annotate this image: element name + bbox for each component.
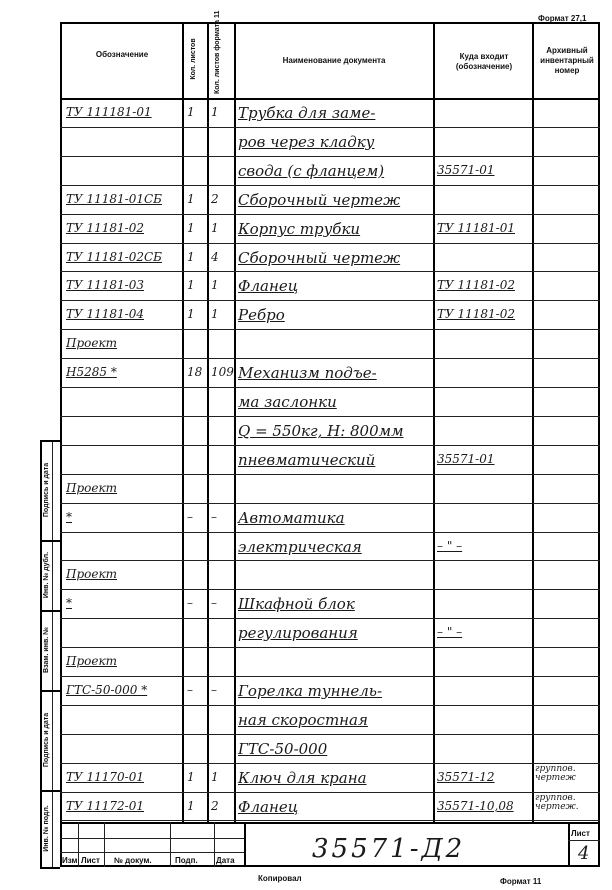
stamp-col [244,822,246,867]
row-where-used: 35571-12 [437,770,495,784]
stamp-col-list: Лист [81,856,100,865]
row-sheets-format: 2 [211,799,219,813]
row-where-used: ТУ 11181-02 [437,307,515,321]
row-divider [60,734,600,735]
row-doc-name: Автоматика [238,509,345,527]
row-divider [60,329,600,330]
row-sheets-format: – [211,596,217,610]
sheet-label: Лист [571,829,590,838]
row-sheets: 1 [187,250,195,264]
side-label: Подпись и дата [43,712,50,768]
format-label-top: Формат 27,1 [538,14,587,23]
stamp-line [60,838,244,839]
row-sheets-format: 1 [211,221,219,235]
row-sheets-format: 4 [211,250,219,264]
row-doc-name: Трубка для заме- [238,104,376,122]
row-note: группов. чертеж. [535,793,579,813]
row-divider [60,647,600,648]
row-divider [60,618,600,619]
row-sheets-format: 109 [211,365,234,379]
row-divider [60,676,600,677]
row-sheets: – [187,510,193,524]
row-sheets: 1 [187,307,195,321]
row-divider [60,214,600,215]
row-divider [60,820,600,821]
row-designation: ТУ 11181-04 [66,307,144,321]
row-divider [60,763,600,764]
stamp-col [214,822,215,867]
row-sheets-format: – [211,510,217,524]
row-doc-name: ма заслонки [238,393,337,411]
row-divider [60,300,600,301]
row-sheets: 18 [187,365,203,379]
row-doc-name: свода (с фланцем) [238,162,385,180]
row-designation: ГТС-50-000 * [66,683,148,697]
document-number: 35571-Д2 [312,834,466,864]
row-divider [60,705,600,706]
row-divider [60,532,600,533]
row-designation: ТУ 11181-01СБ [66,192,162,206]
row-designation: ТУ 11181-02СБ [66,250,162,264]
row-sheets: 1 [187,192,195,206]
row-where-used: 35571-01 [437,163,495,177]
row-doc-name: Сборочный чертеж [238,249,401,267]
row-sheets: 1 [187,221,195,235]
col-line [182,22,184,822]
col-line [234,22,236,822]
row-divider [60,127,600,128]
row-designation: Проект [66,336,118,350]
row-doc-name: Фланец [238,798,299,816]
row-doc-name: Горелка туннель- [238,682,383,700]
row-doc-name: Q = 550кг, Н: 800мм [238,422,404,440]
row-doc-name: Механизм подъе- [238,364,377,382]
stamp-top [60,822,600,824]
stamp-col [170,822,171,867]
row-designation: * [66,596,72,610]
stamp-line [60,852,244,853]
sheet-number: 4 [578,843,590,864]
row-designation: ТУ 111181-01 [66,105,152,119]
row-sheets: – [187,596,193,610]
copied-label: Копировал [258,874,302,883]
stamp-col-izm: Изм [62,856,78,865]
header-divider [60,98,600,100]
row-designation: ТУ 11181-03 [66,278,144,292]
row-divider [60,474,600,475]
col-line [207,22,209,822]
row-divider [60,589,600,590]
row-designation: Н5285 * [66,365,117,379]
side-label: Взам. инв. № [43,627,50,673]
row-sheets: 1 [187,770,195,784]
format-label-bottom: Формат 11 [500,877,542,886]
row-doc-name: регулирования [238,624,358,642]
side-strip-line [52,440,53,867]
row-divider [60,560,600,561]
row-designation: ТУ 11181-02 [66,221,144,235]
stamp-col-doc: № докум. [114,856,152,865]
row-divider [60,243,600,244]
header-archive: Архивный инвентарный номер [540,46,594,75]
row-designation: Проект [66,654,118,668]
row-sheets: 1 [187,278,195,292]
row-sheets-format: 2 [211,192,219,206]
stamp-col [78,822,79,867]
row-sheets-format: 1 [211,770,219,784]
header-doc-name: Наименование документа [282,56,386,65]
row-sheets: 1 [187,799,195,813]
row-divider [60,792,600,793]
row-doc-name: ГТС-50-000 [238,740,328,758]
side-label: Инв. № подл. [43,805,50,852]
row-sheets-format: 1 [211,307,219,321]
row-divider [60,416,600,417]
row-doc-name: ров через кладку [238,133,375,151]
row-designation: Проект [66,481,118,495]
header-sheets-format: Кол. листов формата 11 [214,10,221,94]
row-designation: ТУ 11172-01 [66,799,144,813]
row-note: группов. чертеж [535,764,576,784]
row-designation: ТУ 11170-01 [66,770,144,784]
row-sheets-format: 1 [211,278,219,292]
side-label: Инв. № дубл. [43,551,50,599]
stamp-col [104,822,105,867]
row-designation: * [66,510,72,524]
side-strip-divider [40,867,60,869]
row-sheets-format: – [211,683,217,697]
row-doc-name: Корпус трубки [238,220,361,238]
row-doc-name: Ребро [238,306,285,324]
row-divider [60,445,600,446]
col-line [433,22,435,822]
row-designation: Проект [66,567,118,581]
row-divider [60,387,600,388]
row-divider [60,271,600,272]
row-doc-name: Фланец [238,277,299,295]
stamp-col [568,822,570,867]
row-where-used: ТУ 11181-01 [437,221,515,235]
header-designation: Обозначение [95,50,149,59]
row-where-used: 35571-01 [437,452,495,466]
row-doc-name: ная скоростная [238,711,368,729]
row-sheets: 1 [187,105,195,119]
row-doc-name: пневматический [238,451,376,469]
stamp-line [568,840,600,841]
row-divider [60,185,600,186]
row-divider [60,358,600,359]
row-doc-name: электрическая [238,538,362,556]
row-divider [60,503,600,504]
header-sheets: Кол. листов [190,38,197,80]
col-line [532,22,534,822]
row-where-used: – " – [437,625,463,639]
side-strip-line [40,440,42,867]
row-divider [60,156,600,157]
row-doc-name: Ключ для крана [238,769,367,787]
header-where-used: Куда входит (обозначение) [455,52,513,71]
row-where-used: – " – [437,539,463,553]
side-label: Подпись и дата [43,462,50,518]
row-doc-name: Сборочный чертеж [238,191,401,209]
row-where-used: ТУ 11181-02 [437,278,515,292]
row-sheets: – [187,683,193,697]
stamp-col-sign: Подп. [175,856,198,865]
row-sheets-format: 1 [211,105,219,119]
stamp-col-date: Дата [216,856,235,865]
row-where-used: 35571-10,08 [437,799,514,813]
row-doc-name: Шкафной блок [238,595,355,613]
